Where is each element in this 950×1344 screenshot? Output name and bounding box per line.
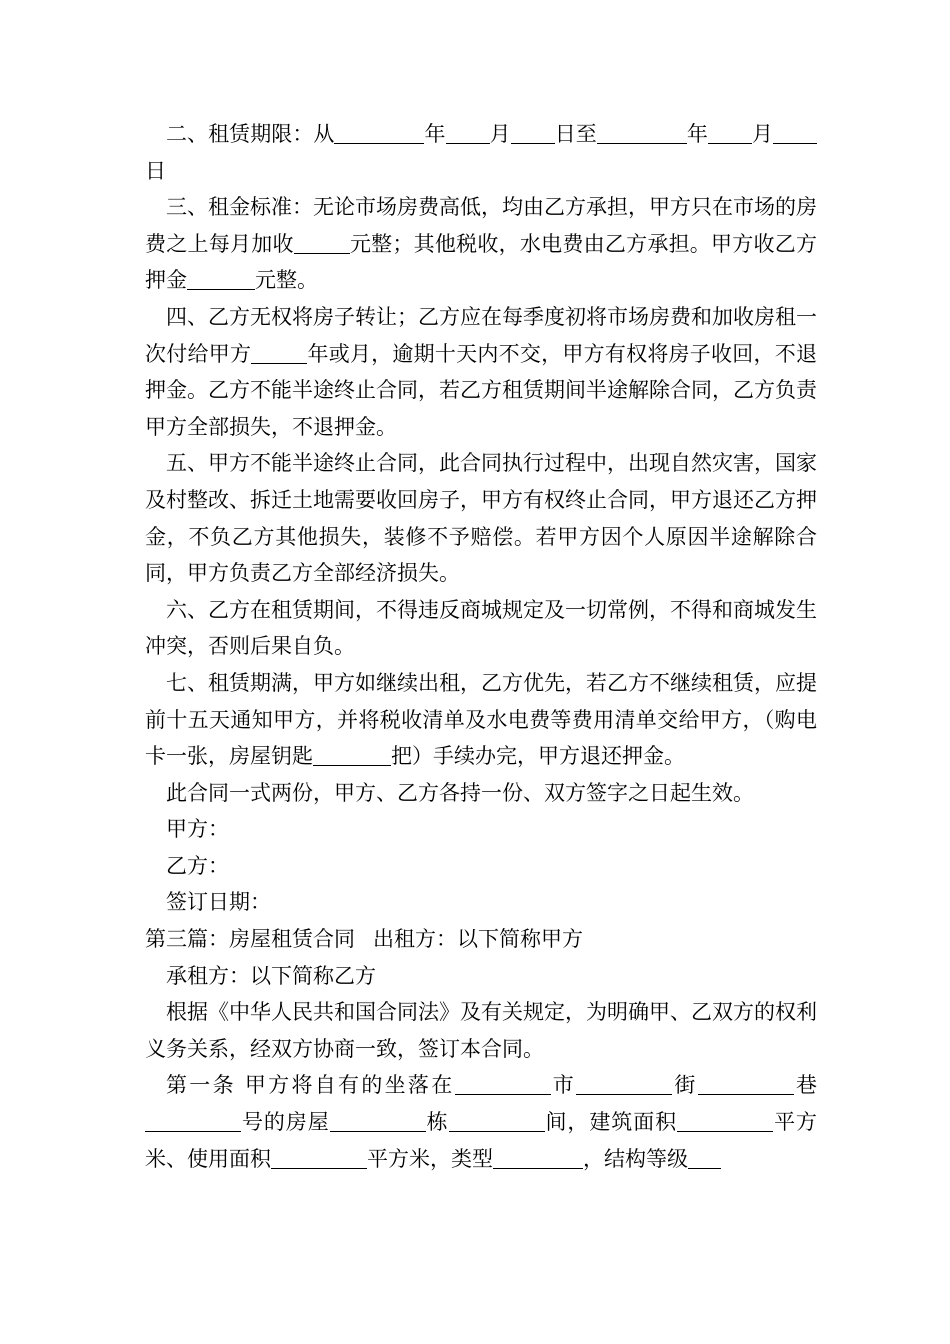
blank-start-month[interactable] (446, 122, 490, 144)
article-1-property: 第一条 甲方将自有的坐落在 市 街 巷号的房屋 栋 间，建筑面积 平方米、使用面积 平方米，类型 ，结构等级 (145, 1073, 817, 1171)
blank-floor-area[interactable] (677, 1110, 773, 1132)
section-3-rent-standard: 三、租金标准：无论市场房费高低，均由乙方承担，甲方只在市场的房费之上每月加收 元整；其他税收，水电费由乙方承担。甲方收乙方押金 元整。 (145, 195, 818, 293)
blank-end-month[interactable] (708, 122, 752, 144)
section-5-termination: 五、甲方不能半途终止合同，此合同执行过程中，出现自然灾害，国家及村整改、拆迁土地需要收回房子，甲方有权终止合同，甲方退还乙方押金，不负乙方其他损失，装修不予赔偿。若甲方因个人原因半途解除合同，甲方负责乙方全部经济损失。 (145, 451, 817, 586)
blank-key-count[interactable] (313, 744, 391, 766)
blank-usable-area[interactable] (271, 1147, 367, 1169)
blank-lane[interactable] (698, 1073, 794, 1095)
blank-start-day[interactable] (511, 122, 555, 144)
blank-payment-period[interactable] (251, 342, 307, 364)
lessor-line: 出租方：以下简称甲方 (373, 927, 583, 952)
section-7-expiry: 七、租赁期满，甲方如继续出租，乙方优先，若乙方不继续租赁，应提前十五天通知甲方，并将税收清单及水电费等费用清单交给甲方，（购电卡一张，房屋钥匙 把）手续办完，甲方退还押金。 (145, 670, 817, 769)
blank-rooms[interactable] (449, 1110, 545, 1132)
blank-deposit[interactable] (187, 268, 255, 290)
section-4-no-transfer: 四、乙方无权将房子转让；乙方应在每季度初将市场房费和加收房租一次付给甲方 年或月，逾期十天内不交，甲方有权将房子收回，不退押金。乙方不能半途终止合同，若乙方租赁期间半途解除合同，乙方负责甲方全部损失，不退押金。 (145, 304, 818, 439)
blank-building[interactable] (330, 1110, 426, 1132)
blank-city[interactable] (455, 1073, 551, 1095)
blank-street[interactable] (576, 1073, 672, 1095)
party-b-signature: 乙方： (166, 853, 229, 878)
contract-body (145, 116, 817, 1177)
blank-type[interactable] (493, 1147, 583, 1169)
blank-structure-grade[interactable] (688, 1147, 721, 1169)
lessee-line: 承租方：以下简称乙方 (166, 963, 376, 988)
section-6-rules: 六、乙方在租赁期间，不得违反商城规定及一切常例，不得和商城发生冲突，否则后果自负。 (145, 597, 817, 659)
third-contract-title: 第三篇：房屋租赁合同 (145, 927, 355, 952)
blank-end-day[interactable] (773, 122, 817, 144)
copies-clause: 此合同一式两份，甲方、乙方各持一份、双方签字之日起生效。 (166, 780, 754, 805)
signing-date: 签订日期： (166, 890, 271, 915)
blank-start-year[interactable] (334, 122, 424, 144)
blank-end-year[interactable] (597, 122, 687, 144)
party-a-signature: 甲方： (166, 817, 229, 842)
blank-house-number[interactable] (145, 1110, 241, 1132)
legal-basis: 根据《中华人民共和国合同法》及有关规定，为明确甲、乙双方的权利义务关系，经双方协商一致，签订本合同。 (145, 1000, 817, 1061)
blank-monthly-surcharge[interactable] (294, 232, 350, 254)
section-2-lease-term: 二、租赁期限：从 年 月 日至 年 月日 (145, 116, 817, 189)
third-contract-heading (145, 921, 817, 958)
